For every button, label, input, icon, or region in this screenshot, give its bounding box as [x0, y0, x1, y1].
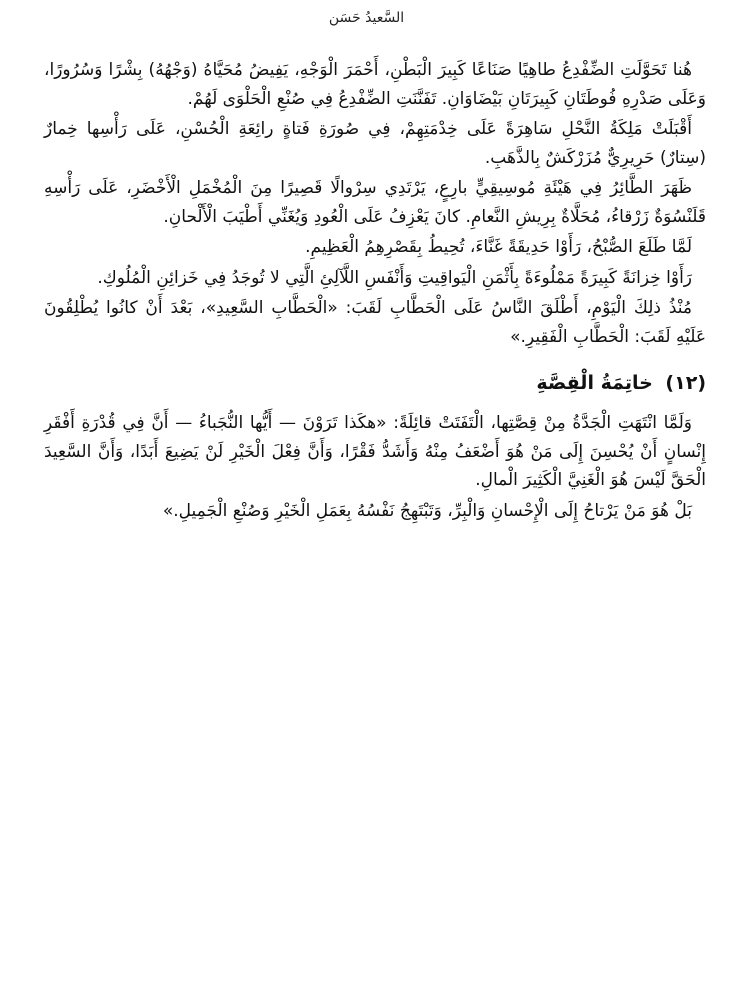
paragraph: وَلَمَّا انْتَهَتِ الْجَدَّةُ مِنْ قِصَّتِها، الْتَفَتَتْ قائِلَةً: «هكَذا تَرَوْنَ — أَيُّها النُّجَباءُ — أَنَّ فِي قُدْرَةِ أَفْقَرِ إِنْسانٍ أَنْ يُحْسِنَ إِلَى مَنْ هُوَ أَضْعَفُ مِنْهُ وَأَشَدُّ فَقْرًا، وَأَنَّ فِعْلَ الْخَيْرِ لَنْ يَضِيعَ أَبَدًا، وَأَنَّ السَّعِيدَ الْحَقَّ لَيْسَ هُوَ الْغَنِيَّ الْكَثِيرَ الْمالِ. [44, 413, 706, 490]
paragraph: مُنْذُ ذلِكَ الْيَوْمِ، أَطْلَقَ النَّاسُ عَلَى الْحَطَّابِ لَقَبَ: «الْحَطَّابِ السَّعِيدِ»، بَعْدَ أَنْ كانُوا يُطْلِقُونَ عَلَيْهِ لَقَبَ: الْحَطَّابِ الْفَقِيرِ.» [44, 298, 706, 347]
paragraph: ظَهَرَ الطَّائِرُ فِي هَيْئَةِ مُوسِيقِيٍّ بارِعٍ، يَرْتَدِي سِرْوالًا قَصِيرًا مِنَ الْمُخْمَلِ الْأَخْضَرِ، عَلَى رَأْسِهِ قَلَنْسُوَةٌ زَرْقاءُ، مُحَلَّاةٌ بِرِيشِ النَّعامِ. كانَ يَعْزِفُ عَلَى الْعُودِ وَيُغَنِّي أَطْيَبَ الْأَلْحانِ. [44, 178, 706, 227]
paragraph: رَأَوْا خِزانَةً كَبِيرَةً مَمْلُوءَةً بِأَثْمَنِ الْيَواقِيتِ وَأَنْفَسِ اللَّآلِئِ الَّتِي لا تُوجَدُ فِي خَزائِنِ الْمُلُوكِ. [97, 267, 692, 288]
section-title: خاتِمَةُ الْقِصَّةِ [536, 372, 653, 394]
paragraph: لَمَّا طَلَعَ الصُّبْحُ، رَأَوْا حَدِيقَةً غَنَّاءَ، تُحِيطُ بِقَصْرِهِمُ الْعَظِيمِ. [305, 237, 692, 257]
running-header-author: السَّعيدُ حَسَن [328, 10, 405, 26]
body-text [44, 56, 706, 525]
paragraph: بَلْ هُوَ مَنْ يَرْتاحُ إِلَى الْإِحْسانِ وَالْبِرِّ، وَتَبْتَهِجُ نَفْسُهُ بِعَمَلِ الْخَيْرِ وَصُنْعِ الْجَمِيلِ.» [162, 500, 692, 521]
section-heading [44, 369, 706, 397]
section-number: (١٢) [665, 372, 706, 394]
paragraph: أَقْبَلَتْ مَلِكَةُ النَّحْلِ سَاهِرَةً عَلَى خِدْمَتِهِمْ، فِي صُورَةِ فَتاةٍ رائِعَةِ الْحُسْنِ، عَلَى رَأْسِها خِمارٌ (سِتارٌ) حَرِيرِيٌّ مُزَرْكَشٌ بِالذَّهَبِ. [44, 119, 706, 168]
paragraph: هُنا تَحَوَّلَتِ الضِّفْدِعُ طاهِيًا صَنَاعًا كَبِيرَ الْبَطْنِ، أَحْمَرَ الْوَجْهِ، يَفِيضُ مُحَيَّاهُ (وَجْهُهُ) بِشْرًا وَسُرُورًا، وَعَلَى صَدْرِهِ فُوطَتَانِ كَبِيرَتَانِ بَيْضَاوَانِ. تَفَنَّنَتِ الضِّفْدِعُ فِي صُنْعِ الْحَلْوَى لَهُمْ. [44, 60, 706, 109]
